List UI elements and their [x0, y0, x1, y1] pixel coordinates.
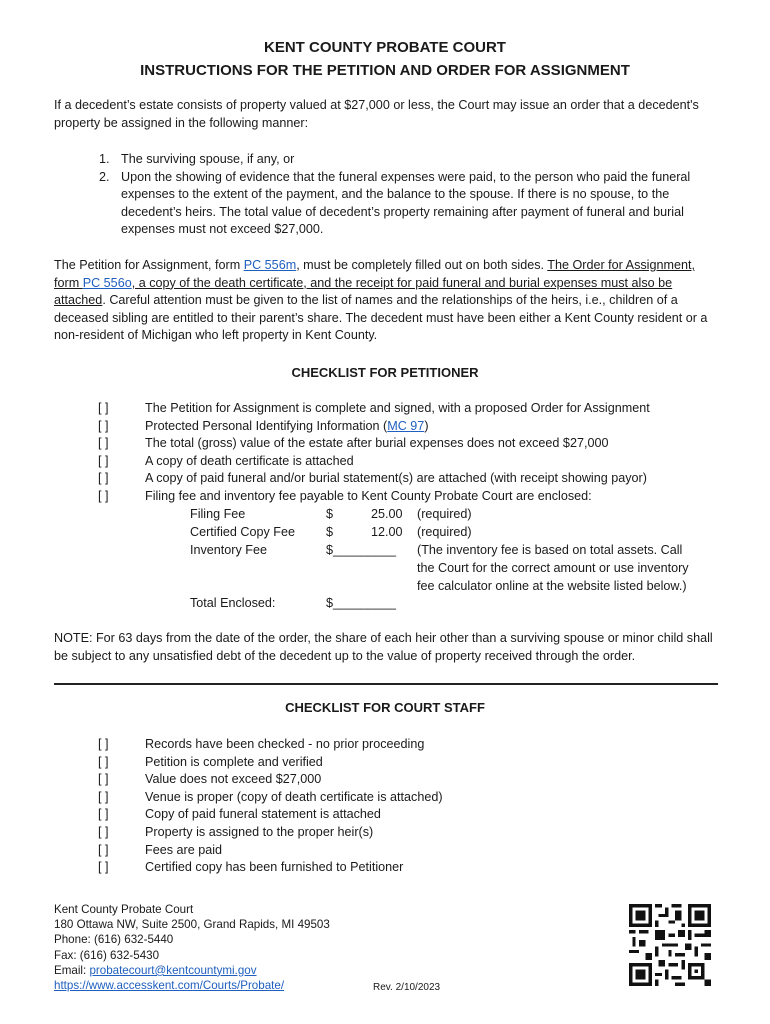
checklist-row	[98, 736, 738, 754]
certified-copy-fee-label: Certified Copy Fee	[190, 525, 295, 539]
mc97-link[interactable]: MC 97	[387, 418, 425, 433]
checklist-row	[98, 488, 738, 506]
inventory-fee-label: Inventory Fee	[190, 543, 268, 557]
staff-checklist-heading: CHECKLIST FOR COURT STAFF	[285, 700, 485, 715]
list-number: 2.	[99, 169, 110, 184]
checklist-text: Property is assigned to the proper heir(s)	[145, 824, 374, 839]
filing-fee-amount: 25.00	[371, 507, 403, 521]
instructions-title: INSTRUCTIONS FOR THE PETITION AND ORDER FOR ASSIGNMENT	[140, 62, 630, 79]
list-number: 1.	[99, 152, 110, 166]
checklist-text: The total (gross) value of the estate after burial expenses does not exceed $27,000	[145, 436, 609, 451]
checkbox: [ ]	[98, 860, 109, 875]
footer-fax: Fax: (616) 632-5430	[54, 948, 160, 962]
petition-text: The Petition for Assignment, form	[54, 258, 244, 272]
checklist-text: Records have been checked - no prior proceeding	[145, 737, 425, 751]
checklist-text: Venue is proper (copy of death certificate is attached)	[145, 789, 443, 804]
contact-footer	[54, 902, 330, 993]
checkbox: [ ]	[98, 436, 109, 451]
checklist-text-part: Protected Personal Identifying Information (	[145, 418, 388, 433]
petitioner-checklist	[98, 400, 738, 506]
inventory-fee-note: (The inventory fee is based on total assets. Call	[417, 543, 683, 557]
checklist-text: Petition is complete and verified	[145, 754, 323, 769]
checklist-row	[98, 754, 738, 772]
checklist-text: Fees are paid	[145, 842, 223, 857]
checklist-text	[145, 418, 429, 436]
checklist-row	[98, 824, 738, 842]
attachments-requirement-text: , a copy of the death certificate, and the receipt for paid funeral and burial expenses must also be attached	[54, 275, 673, 308]
checkbox: [ ]	[98, 789, 109, 804]
checklist-text-part: )	[424, 418, 429, 433]
checklist-row	[98, 859, 738, 877]
checklist-row	[98, 418, 738, 436]
checklist-row	[98, 771, 738, 789]
footer-phone: Phone: (616) 632-5440	[54, 933, 174, 947]
petition-paragraph	[54, 257, 718, 345]
debt-note: NOTE: For 63 days from the date of the order, the share of each heir other than a surviving spouse or minor child shall be subject to any unsatisfied debt of the decedent up to the value of property received through the order.	[54, 631, 713, 663]
certified-copy-fee-note: (required)	[417, 525, 472, 539]
list-item	[99, 169, 719, 239]
petitioner-checklist-heading: CHECKLIST FOR PETITIONER	[291, 365, 479, 380]
filing-fee-currency: $	[326, 507, 334, 521]
footer-email-label: Email:	[54, 963, 90, 977]
inventory-fee-note-line3: fee calculator online at the website listed below.)	[417, 579, 687, 593]
checklist-text: Value does not exceed $27,000	[145, 772, 322, 787]
order-requirement-text: The Order for Assignment, form	[54, 258, 695, 290]
qr-code-icon	[629, 904, 711, 986]
checklist-row	[98, 806, 738, 824]
court-title: KENT COUNTY PROBATE COURT	[264, 39, 506, 56]
petition-text: , must be completely filled out on both sides.	[296, 258, 548, 272]
checkbox: [ ]	[98, 401, 109, 415]
website-link[interactable]: https://www.accesskent.com/Courts/Probate/	[54, 979, 285, 993]
email-link[interactable]: probatecourt@kentcountymi.gov	[89, 963, 257, 977]
assignment-order-list	[99, 151, 719, 239]
checkbox: [ ]	[98, 772, 109, 787]
checklist-row	[98, 400, 738, 418]
checkbox: [ ]	[98, 737, 109, 751]
section-divider	[54, 683, 718, 685]
staff-checklist	[98, 736, 738, 877]
total-enclosed-label: Total Enclosed:	[190, 596, 276, 610]
checkbox: [ ]	[98, 418, 109, 433]
checklist-row	[98, 789, 738, 807]
list-item-text: The surviving spouse, if any, or	[121, 152, 295, 166]
checklist-row	[98, 470, 738, 488]
checkbox: [ ]	[98, 807, 109, 822]
checkbox: [ ]	[98, 842, 109, 857]
certified-copy-fee-amount: 12.00	[371, 525, 403, 539]
intro-paragraph: If a decedent’s estate consists of property valued at $27,000 or less, the Court may issue an order that a decedent's property be assigned in the following manner:	[54, 98, 699, 130]
total-enclosed-blank: $_________	[326, 596, 397, 610]
certified-copy-fee-currency: $	[326, 525, 334, 539]
checklist-text: Filing fee and inventory fee payable to Kent County Probate Court are enclosed:	[145, 488, 592, 503]
filing-fee-note: (required)	[417, 507, 472, 521]
checklist-row	[98, 435, 738, 453]
footer-org: Kent County Probate Court	[54, 903, 194, 916]
checklist-text: Certified copy has been furnished to Petitioner	[145, 860, 404, 875]
filing-fee-label: Filing Fee	[190, 507, 246, 521]
revision-date: Rev. 2/10/2023	[373, 982, 441, 993]
pc556o-link[interactable]: PC 556o	[82, 275, 132, 290]
list-item	[99, 151, 719, 169]
checklist-text: A copy of paid funeral and/or burial statement(s) are attached (with receipt showing payor)	[145, 471, 647, 486]
footer-email-line	[54, 963, 330, 978]
checklist-text: A copy of death certificate is attached	[145, 453, 354, 468]
checklist-text: Copy of paid funeral statement is attached	[145, 807, 381, 822]
checkbox: [ ]	[98, 488, 109, 503]
checkbox: [ ]	[98, 471, 109, 486]
pc556m-link[interactable]: PC 556m	[243, 258, 297, 272]
footer-website-line	[54, 978, 330, 993]
checkbox: [ ]	[98, 453, 109, 468]
list-item-text: Upon the showing of evidence that the funeral expenses were paid, to the person who paid the funeral expenses to the extent of the payment, and the balance to the spouse. If there is no spouse, to the decedent’s heirs. The total value of decedent’s property remaining after payment of funeral and burial expenses must not exceed $27,000.	[121, 169, 691, 237]
checkbox: [ ]	[98, 754, 109, 769]
checkbox: [ ]	[98, 824, 109, 839]
footer-address: 180 Ottawa NW, Suite 2500, Grand Rapids, MI 49503	[54, 918, 330, 932]
petition-text: . Careful attention must be given to the list of names and the relationships of the heirs, i.e., children of a deceased sibling are entitled to their parent’s share. The decedent must have been either a Kent County resident or a non-resident of Michigan who left property in Kent County.	[54, 293, 708, 343]
inventory-fee-blank: $_________	[326, 543, 397, 557]
checklist-row	[98, 453, 738, 471]
checklist-text: The Petition for Assignment is complete and signed, with a proposed Order for Assignment	[145, 401, 650, 415]
checklist-row	[98, 842, 738, 860]
inventory-fee-note-line2: the Court for the correct amount or use inventory	[417, 561, 689, 575]
